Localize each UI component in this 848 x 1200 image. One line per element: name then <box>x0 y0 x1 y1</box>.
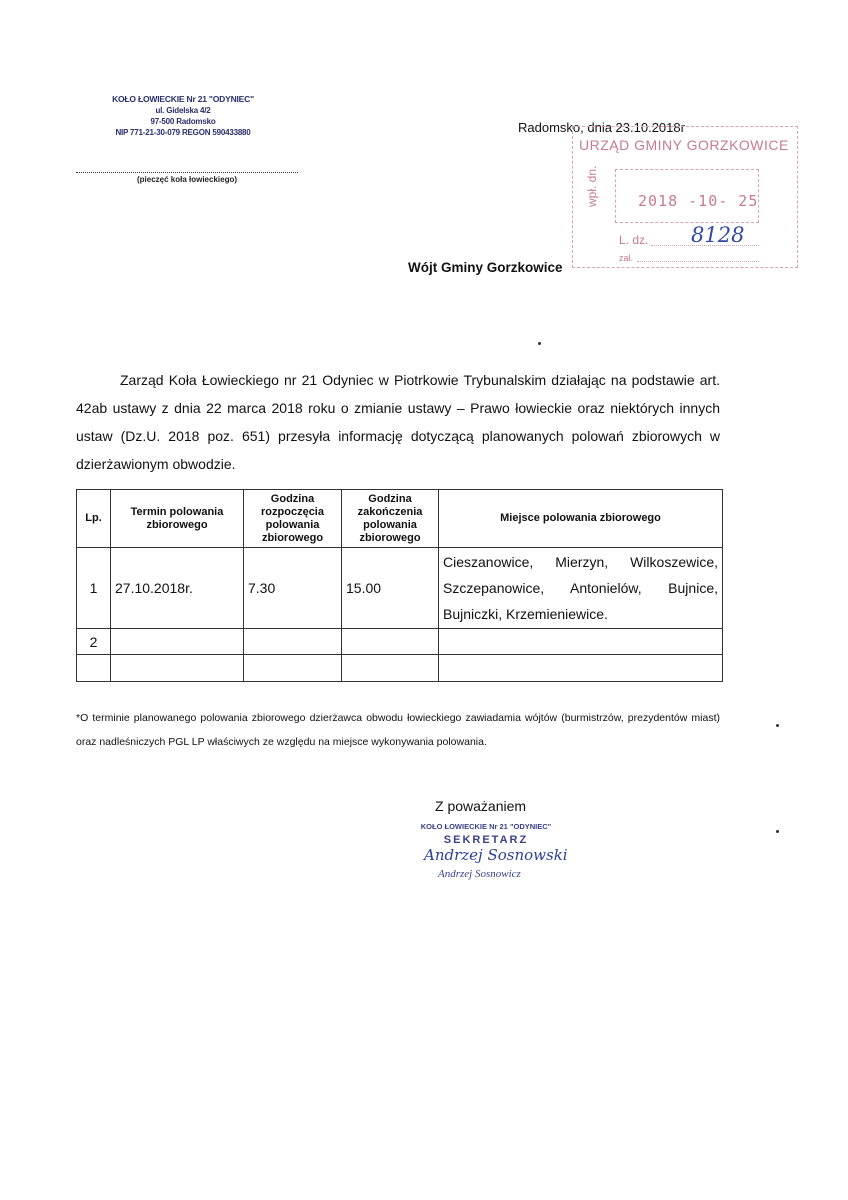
cell-place <box>439 548 723 629</box>
hunt-schedule-table <box>76 489 723 682</box>
club-name: KOŁO ŁOWIECKIE Nr 21 "ODYNIEC" <box>112 94 254 104</box>
club-stamp <box>78 94 288 138</box>
scan-speck <box>776 830 779 833</box>
scan-speck <box>538 342 541 345</box>
letter-date: Radomsko, dnia 23.10.2018r <box>518 120 685 135</box>
signature-role: SEKRETARZ <box>443 834 529 846</box>
cell-lp: 1 <box>77 548 111 629</box>
col-header-end: Godzina zakończenia polowania zbiorowego <box>342 490 439 548</box>
place-text <box>443 549 718 627</box>
cell-start <box>244 655 342 682</box>
signature-name: Andrzej Sosnowicz <box>438 868 521 880</box>
col-header-start: Godzina rozpoczęcia polowania zbiorowego <box>244 490 342 548</box>
cell-date <box>111 655 244 682</box>
stamp-caption: (pieczęć koła łowieckiego) <box>136 175 238 184</box>
col-header-place: Miejsce polowania zbiorowego <box>439 490 723 548</box>
place-line: Bujniczki, Krzemieniewice. <box>443 606 608 622</box>
reg-number: 8128 <box>691 223 745 247</box>
cell-date <box>111 629 244 655</box>
stamp-divider <box>76 172 298 173</box>
reg-label: L. dz. <box>619 233 649 247</box>
cell-end <box>342 629 439 655</box>
footnote: *O terminie planowanego polowania zbiorowego dzierżawca obwodu łowieckiego zawiadamia wójtów (burmistrzów, prezydentów miast) oraz nadleśniczych PGL LP właściwych ze względu na miejsce wykonywania polowania. <box>76 712 720 748</box>
recipient: Wójt Gminy Gorzkowice <box>408 260 563 275</box>
col-header-lp: Lp. <box>77 490 111 548</box>
scan-speck <box>776 724 779 727</box>
table-row <box>77 655 723 682</box>
cell-date: 27.10.2018r. <box>111 548 244 629</box>
club-city: 97-500 Radomsko <box>150 117 216 126</box>
cell-lp: 2 <box>77 629 111 655</box>
cell-place <box>439 655 723 682</box>
table-row <box>77 548 723 629</box>
cell-start <box>244 629 342 655</box>
handwritten-signature: Andrzej Sosnowski <box>424 846 568 864</box>
table-header-row <box>77 490 723 548</box>
place-line: Cieszanowice, Mierzyn, Wilkoszewice, <box>443 554 718 570</box>
office-received-stamp <box>572 126 798 268</box>
closing: Z poważaniem <box>435 798 527 814</box>
table-row <box>77 629 723 655</box>
signature-club-stamp: KOŁO ŁOWIECKIE Nr 21 "ODYNIEC" <box>420 822 552 831</box>
att-dots <box>637 261 759 262</box>
cell-end: 15.00 <box>342 548 439 629</box>
club-street: ul. Gidelska 4/2 <box>155 106 211 115</box>
place-line: Szczepanowice, Antonielów, Bujnice, <box>443 580 718 596</box>
body-paragraph: Zarząd Koła Łowieckiego nr 21 Odyniec w Piotrkowie Trybunalskim działając na podstawie art. 42ab ustawy z dnia 22 marca 2018 roku o zmianie ustawy – Prawo łowieckie oraz niektórych innych ustaw (Dz.U. 2018 poz. 651) przesyła informację dotyczącą planowanych polowań zbiorowych w dzierżawionym obwodzie. <box>76 372 720 472</box>
received-date: 2018 -10- 25 <box>638 192 759 210</box>
received-label: wpł. dn. <box>585 165 599 207</box>
cell-place <box>439 629 723 655</box>
received-date-box <box>615 169 759 223</box>
cell-end <box>342 655 439 682</box>
cell-start: 7.30 <box>244 548 342 629</box>
office-stamp-title: URZĄD GMINY GORZKOWICE <box>579 137 789 153</box>
club-ids: NIP 771-21-30-079 REGON 590433880 <box>115 128 251 137</box>
col-header-date: Termin polowania zbiorowego <box>111 490 244 548</box>
att-label: zał. <box>619 253 634 263</box>
cell-lp <box>77 655 111 682</box>
